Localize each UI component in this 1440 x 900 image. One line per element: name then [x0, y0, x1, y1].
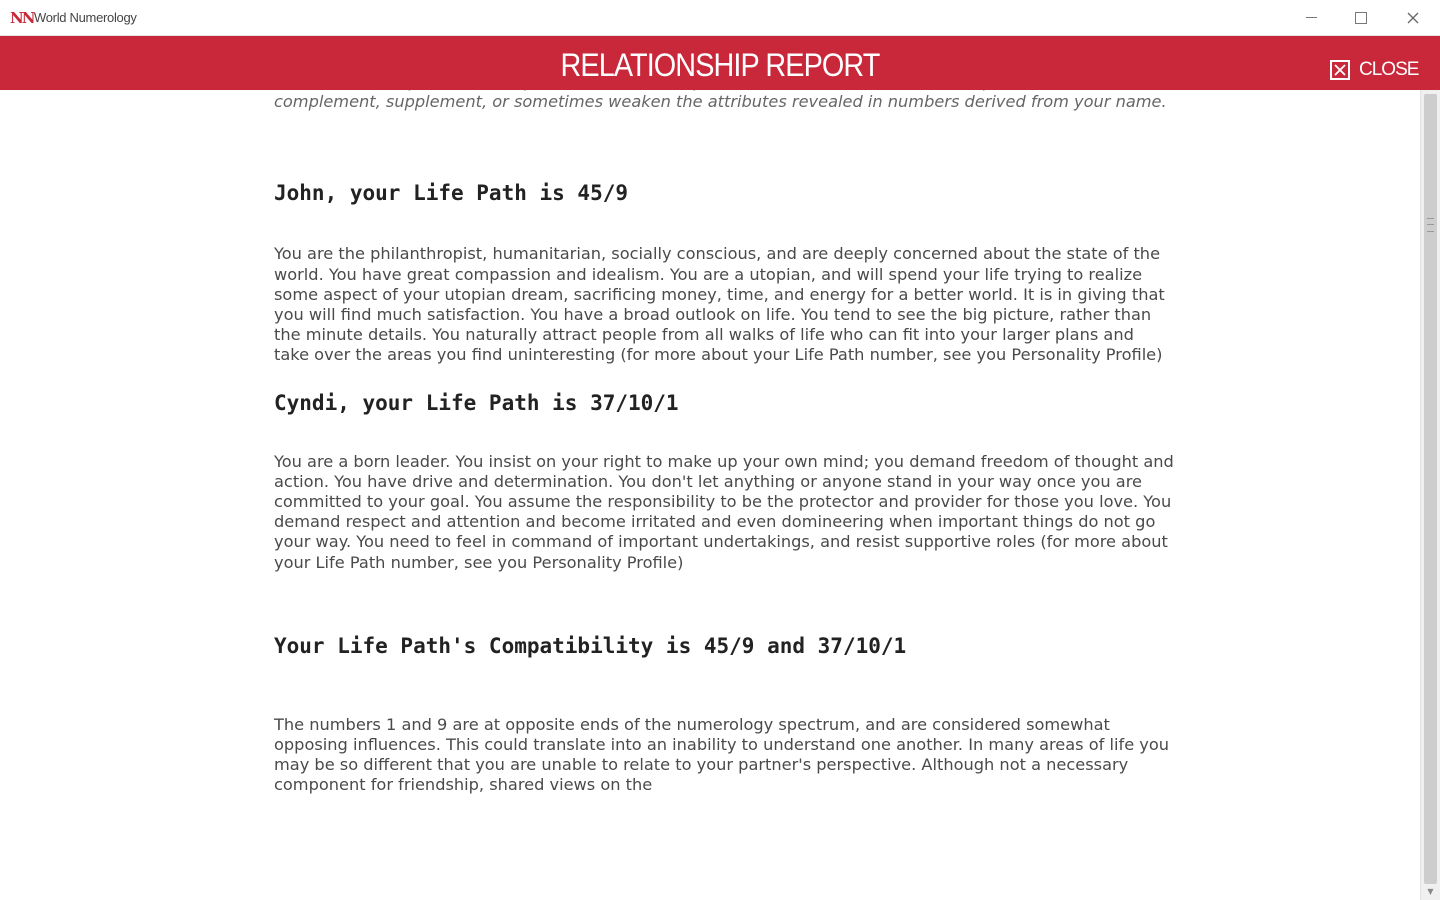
- app-logo-icon: NN: [10, 9, 34, 27]
- window-close-button[interactable]: [1390, 0, 1436, 34]
- section-heading-john: John, your Life Path is 45/9: [274, 181, 629, 206]
- section-body-cyndi: You are a born leader. You insist on your right to make up your own mind; you demand freedom of thought and action. You have drive and determination. You don't let anything or anyone stand in your way once you are committed to your goal. You assume the responsibility to be the protector and provider for those you love. You demand respect and attention and become irritated and even domineering when important things do not go your way. You need to feel in command of important undertakings, and resist supportive roles (for more about your Life Path number, see you Personality Profile): [274, 451, 1174, 572]
- close-label: CLOSE: [1359, 59, 1419, 80]
- minimize-icon: [1306, 17, 1317, 18]
- app-title: World Numerology: [34, 10, 137, 25]
- scroll-grip-icon: [1427, 218, 1434, 232]
- intro-paragraph: complement, supplement, or sometimes weaken the attributes revealed in numbers derived from your name.: [274, 92, 1167, 112]
- section-heading-cyndi: Cyndi, your Life Path is 37/10/1: [274, 390, 679, 415]
- close-report-button[interactable]: [1330, 58, 1418, 82]
- close-box-icon: [1330, 60, 1350, 80]
- vertical-scrollbar[interactable]: [1420, 90, 1440, 900]
- minimize-button[interactable]: [1288, 0, 1334, 34]
- report-title: RELATIONSHIP REPORT: [560, 47, 880, 83]
- scroll-thumb[interactable]: [1424, 94, 1437, 884]
- report-header: [0, 36, 1440, 90]
- scroll-down-arrow-icon[interactable]: ▼: [1427, 887, 1434, 896]
- window-close-icon: [1407, 12, 1419, 24]
- maximize-icon: [1355, 12, 1367, 24]
- report-content: [274, 90, 1174, 796]
- section-heading-compatibility: Your Life Path's Compatibility is 45/9 and 37/10/1: [274, 633, 907, 658]
- section-body-compatibility: The numbers 1 and 9 are at opposite ends of the numerology spectrum, and are considered somewhat opposing influences. This could translate into an inability to understand one another. In many areas of life you may be so different that you are unable to relate to your partner's perspective. Although not a necessary component for friendship, shared views on the: [274, 714, 1170, 795]
- window-titlebar: [0, 0, 1440, 36]
- report-scroll-area[interactable]: [0, 90, 1420, 900]
- maximize-button[interactable]: [1338, 0, 1384, 34]
- section-body-john: You are the philanthropist, humanitarian, socially conscious, and are deeply concerned about the state of the world. You have great compassion and idealism. You are a utopian, and will spend your life trying to realize some aspect of your utopian dream, sacrificing money, time, and energy for a better world. It is in giving that you will find much satisfaction. You have a broad outlook on life. You tend to see the big picture, rather than the minute details. You naturally attract people from all walks of life who can fit into your larger plans and take over the areas you find uninteresting (for more about your Life Path number, see you Personality Profile): [274, 244, 1165, 365]
